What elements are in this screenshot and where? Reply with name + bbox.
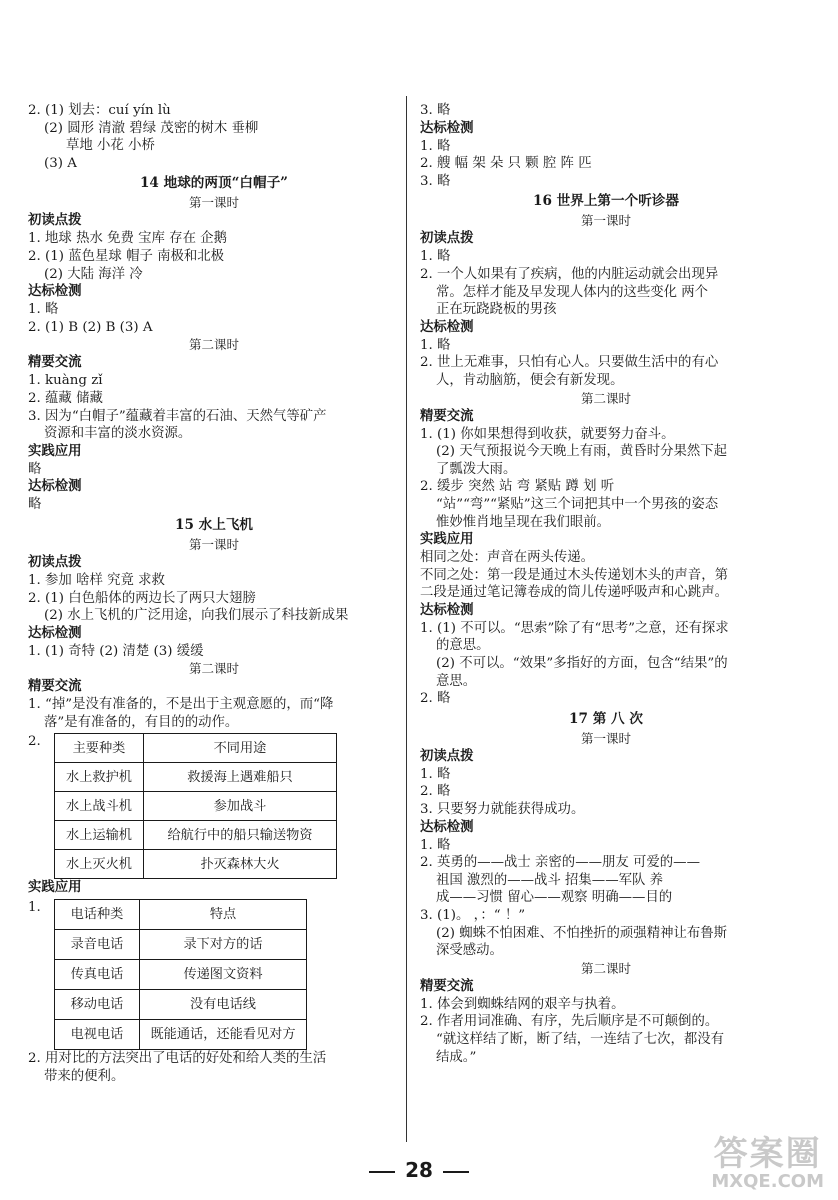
table-cell: 水上救护机: [55, 763, 144, 792]
lesson-period: 第一课时: [580, 730, 631, 746]
section-heading: 实践应用: [28, 880, 82, 896]
answer-line: 草地 小花 小桥: [66, 138, 155, 154]
answer-line: 1. 略: [420, 249, 451, 265]
answer-line: 了瓢泼大雨。: [436, 461, 517, 477]
section-heading: 达标检测: [28, 284, 82, 300]
answer-line: “就这样结了断，断了结，一连结了七次，都没有: [436, 1031, 725, 1047]
answer-line: 2. (1) 划去：cuí yín lù: [28, 103, 171, 118]
answer-line: 2. (1) B (2) B (3) A: [28, 319, 153, 335]
answer-line: (2) 不可以。“效果”多指好的方面，包含“结果”的: [436, 656, 728, 672]
answer-line: 1. (1) 你如果想得到收获，就要努力奋斗。: [420, 426, 675, 442]
table-cell: 传真电话: [55, 960, 140, 990]
item-number: 2.: [28, 734, 41, 750]
section-heading: 精要交流: [420, 978, 474, 994]
dash-right: [443, 1171, 469, 1173]
item-number: 1.: [28, 900, 41, 916]
answer-line: 2. 略: [420, 691, 451, 707]
answer-line: 1. 略: [420, 138, 451, 154]
watermark-site: MXQE.COM: [711, 1171, 824, 1192]
answer-line: 1. 参加 啥样 究竟 求救: [28, 572, 165, 588]
table-cell: 没有电话线: [140, 990, 307, 1020]
answer-line: 意思。: [436, 673, 477, 689]
answer-line: 2. (1) 蓝色星球 帽子 南极和北极: [28, 248, 225, 264]
answer-line: 1. (1) 奇特 (2) 清楚 (3) 缓缓: [28, 643, 204, 659]
table-row: [55, 990, 307, 1020]
table-cell: 传递图文资料: [140, 960, 307, 990]
table-cell: 主要种类: [55, 734, 144, 763]
table-row: [55, 734, 337, 763]
lesson-title: 17 第 八 次: [569, 710, 643, 727]
answer-line: 1. (1) 不可以。“思索”除了有“思考”之意，还有探求: [420, 620, 729, 636]
table-row: [55, 930, 307, 960]
table-cell: 水上战斗机: [55, 792, 144, 821]
section-heading: 精要交流: [28, 355, 82, 371]
answer-line: (2) 大陆 海洋 冷: [44, 266, 143, 282]
answer-line: (2) 圆形 清澈 碧绿 茂密的树木 垂柳: [44, 120, 259, 136]
section-heading: 初读点拨: [28, 554, 82, 570]
section-heading: 实践应用: [420, 532, 474, 548]
section-heading: 达标检测: [420, 319, 474, 335]
section-heading: 达标检测: [420, 602, 474, 618]
table-row: [55, 821, 337, 850]
answer-line: 带来的便利。: [44, 1069, 125, 1085]
answer-line: 3. 只要努力就能获得成功。: [420, 802, 585, 818]
answer-line: 1. kuàng zǐ: [28, 373, 103, 389]
section-heading: 初读点拨: [420, 231, 474, 247]
lesson-period: 第二课时: [188, 661, 239, 677]
answer-line: 2. 作者用词准确、有序，先后顺序是不可颠倒的。: [420, 1014, 719, 1030]
section-heading: 精要交流: [28, 679, 82, 695]
table-cell: 给航行中的船只输送物资: [144, 821, 337, 850]
column-divider: [406, 96, 407, 1142]
right-column: [420, 102, 792, 1066]
section-heading: 初读点拨: [28, 213, 82, 229]
table-cell: 电视电话: [55, 1020, 140, 1050]
answer-line: 2. (1) 白色船体的两边长了两只大翅膀: [28, 590, 256, 606]
answer-line: 2. 世上无难事，只怕有心人。只要做生活中的有心: [420, 355, 719, 371]
answer-line: 深受感动。: [436, 943, 503, 959]
answer-line: 成——习惯 留心——观察 明确——目的: [436, 890, 673, 906]
answer-line: 祖国 激烈的——战斗 招集——军队 养: [436, 872, 664, 888]
answer-line: 3. 略: [420, 173, 451, 189]
answer-line: 2. 缓步 突然 站 弯 紧贴 蹲 划 听: [420, 479, 615, 495]
answer-line: 1. 略: [420, 837, 451, 853]
section-heading: 初读点拨: [420, 748, 474, 764]
aircraft-uses-table: [54, 733, 337, 879]
section-heading: 达标检测: [28, 479, 82, 495]
answer-line: 3. 略: [420, 103, 451, 118]
table-row: [55, 900, 307, 930]
answer-line: 相同之处：声音在两头传递。: [420, 550, 595, 566]
answer-line: 1. 略: [420, 766, 451, 782]
answer-line: 落”是有准备的，有目的的动作。: [44, 714, 239, 730]
section-heading: 达标检测: [420, 120, 474, 136]
section-heading: 达标检测: [420, 819, 474, 835]
table-cell: 救援海上遇难船只: [144, 763, 337, 792]
answer-line: 的意思。: [436, 638, 490, 654]
answer-line: 2. 蕴藏 储藏: [28, 390, 103, 406]
answer-line: 1. 体会到蜘蛛结网的艰辛与执着。: [420, 996, 625, 1012]
answer-line: 二段是通过笔记簿卷成的筒儿传递呼吸声和心跳声。: [420, 585, 728, 601]
table-cell: 水上运输机: [55, 821, 144, 850]
lesson-title: 16 世界上第一个听诊器: [533, 193, 679, 210]
table-row: [55, 850, 337, 879]
phone-table-block: [28, 899, 400, 1050]
answer-line: 1. 略: [28, 302, 59, 318]
answer-line: 2. 一个人如果有了疾病，他的内脏运动就会出现异: [420, 266, 719, 282]
lesson-period: 第一课时: [580, 213, 631, 229]
table-cell: 水上灭火机: [55, 850, 144, 879]
answer-line: “站”“弯”“紧贴”这三个词把其中一个男孩的姿态: [436, 496, 719, 512]
answer-line: 1. “掉”是没有准备的，不是出于主观意愿的，而“降: [28, 697, 334, 713]
table-cell: 参加战斗: [144, 792, 337, 821]
lesson-period: 第二课时: [188, 337, 239, 353]
answer-line: 不同之处：第一段是通过木头传递划木头的声音，第: [420, 567, 728, 583]
answer-line: 3. (1)。 ，：“ ！”: [420, 908, 526, 923]
lesson-title: 14 地球的两顶“白帽子”: [139, 175, 289, 192]
lesson-period: 第二课时: [580, 390, 631, 406]
lesson-period: 第二课时: [580, 960, 631, 976]
answer-line: (2) 天气预报说今天晚上有雨，黄昏时分果然下起: [436, 444, 728, 460]
answer-line: 2. 英勇的——战士 亲密的——朋友 可爱的——: [420, 855, 700, 871]
section-heading: 达标检测: [28, 625, 82, 641]
phone-types-table: [54, 899, 307, 1050]
table-cell: 录下对方的话: [140, 930, 307, 960]
lesson-period: 第一课时: [188, 195, 239, 211]
section-heading: 精要交流: [420, 408, 474, 424]
answer-line: 惟妙惟肖地呈现在我们眼前。: [436, 514, 611, 530]
answer-line: 2. 用对比的方法突出了电话的好处和给人类的生活: [28, 1051, 327, 1067]
table-cell: 扑灭森林大火: [144, 850, 337, 879]
table-row: [55, 960, 307, 990]
table-cell: 移动电话: [55, 990, 140, 1020]
answer-line: (2) 水上飞机的广泛用途，向我们展示了科技新成果: [44, 608, 349, 624]
answer-line: 1. 地球 热水 免费 宝库 存在 企鹅: [28, 231, 228, 247]
answer-line: 略: [28, 497, 42, 513]
answer-line: 资源和丰富的淡水资源。: [44, 426, 192, 442]
table-row: [55, 1020, 307, 1050]
answer-line: (2) 蜘蛛不怕困难、不怕挫折的顽强精神让布鲁斯: [436, 925, 728, 941]
answer-line: 人，肯动脑筋，便会有新发现。: [436, 372, 624, 388]
answer-line: 结成。”: [436, 1049, 477, 1065]
answer-line: 2. 艘 幅 架 朵 只 颗 腔 阵 匹: [420, 156, 592, 172]
table-cell: 既能通话，还能看见对方: [140, 1020, 307, 1050]
answer-line: 3. 因为“白帽子”蕴藏着丰富的石油、天然气等矿产: [28, 408, 327, 424]
answer-line: 略: [28, 461, 42, 477]
left-column: [28, 102, 400, 1086]
page-number-text: 28: [405, 1158, 433, 1182]
table-row: [55, 763, 337, 792]
table-cell: 录音电话: [55, 930, 140, 960]
answer-line: 常。怎样才能及早发现人体内的这些变化 两个: [436, 284, 709, 300]
watermark-logo: 答案圈: [713, 1134, 822, 1174]
lesson-period: 第一课时: [188, 536, 239, 552]
answer-line: 2. 略: [420, 784, 451, 800]
table-row: [55, 792, 337, 821]
watermark: [711, 1136, 824, 1192]
answer-line: (3) A: [44, 155, 77, 171]
section-heading: 实践应用: [28, 443, 82, 459]
answer-line: 正在玩跷跷板的男孩: [436, 302, 557, 318]
lesson-title: 15 水上飞机: [174, 516, 254, 533]
table-cell: 特点: [140, 900, 307, 930]
aircraft-table-block: [28, 733, 400, 879]
answer-line: 1. 略: [420, 337, 451, 353]
dash-left: [369, 1171, 395, 1173]
table-cell: 不同用途: [144, 734, 337, 763]
table-cell: 电话种类: [55, 900, 140, 930]
